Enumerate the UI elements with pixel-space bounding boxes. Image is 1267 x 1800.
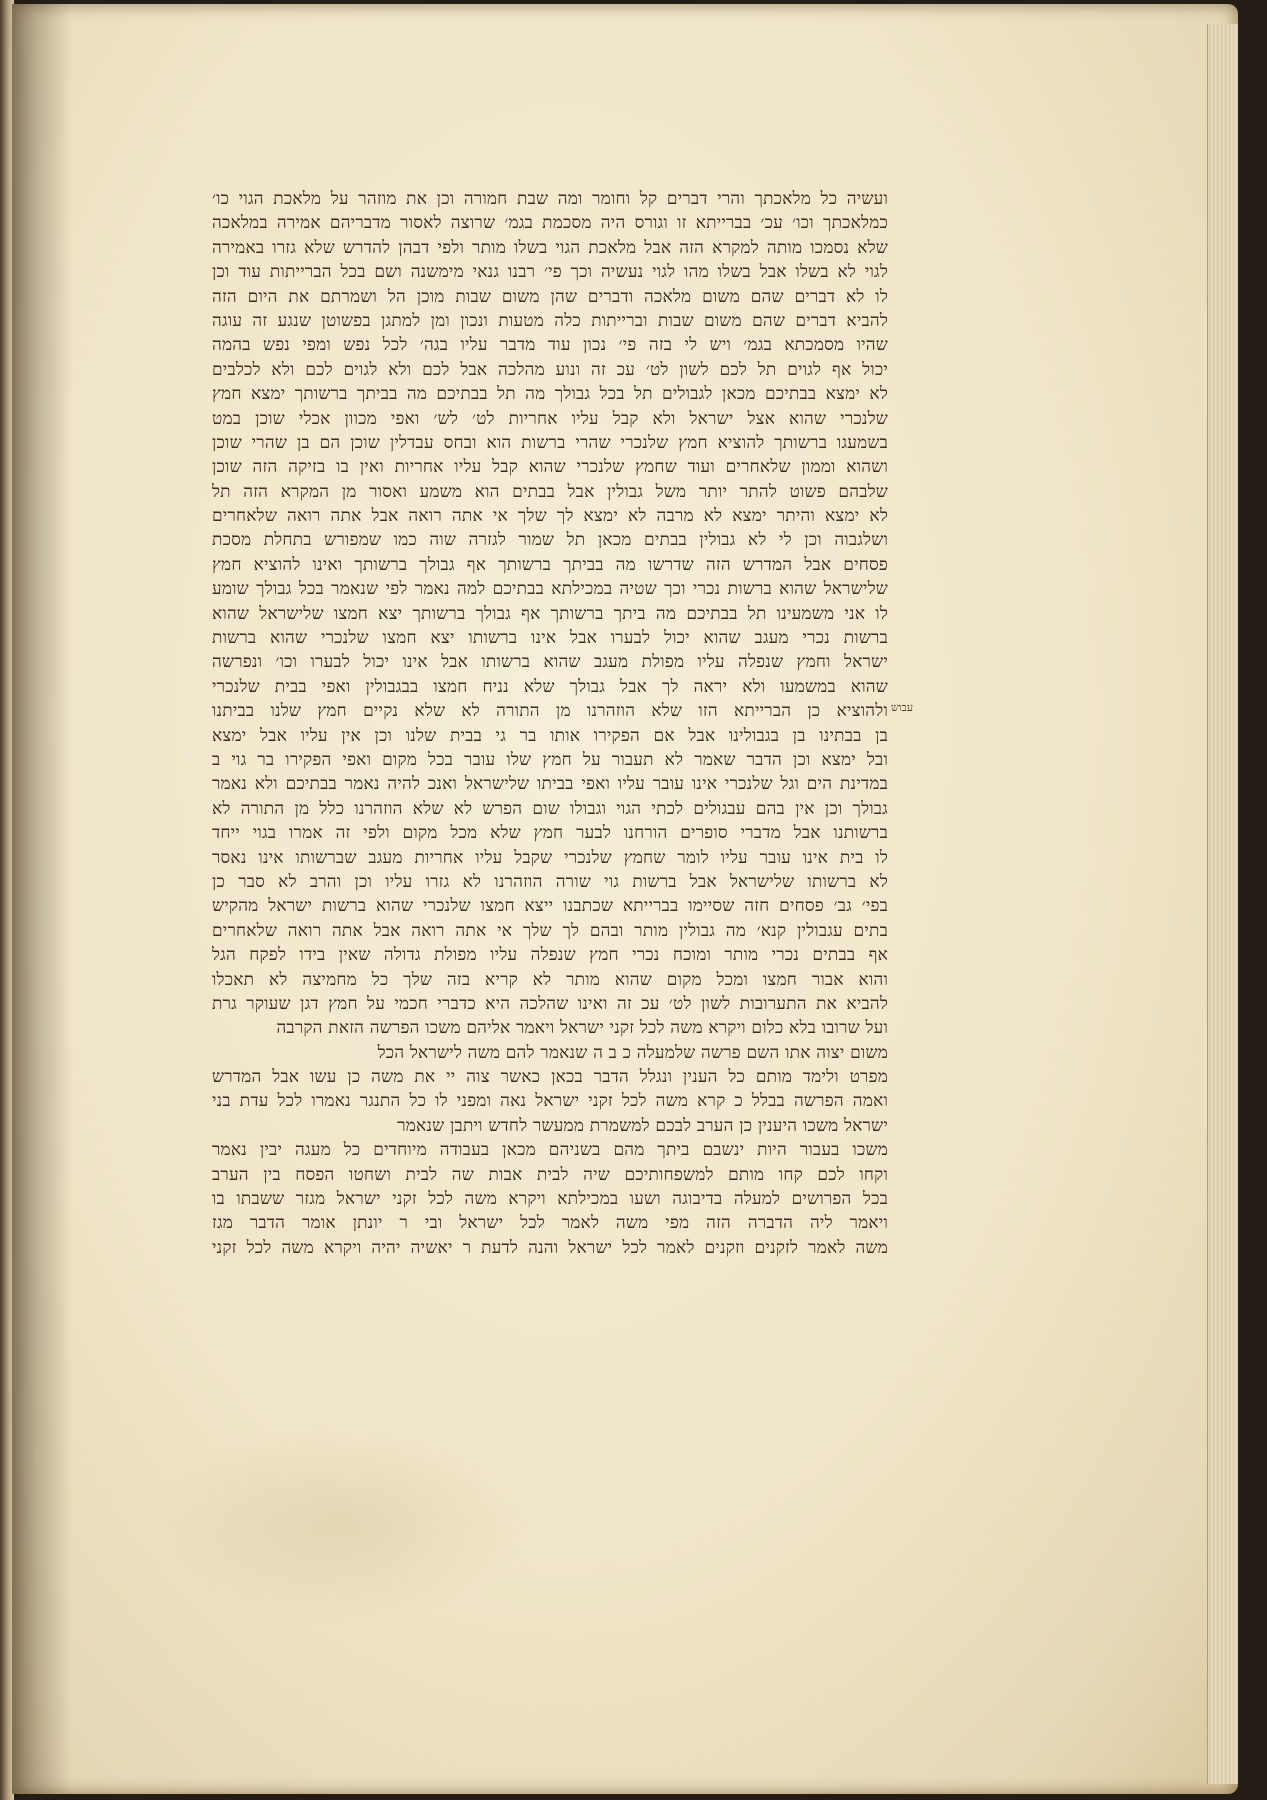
text-line: במדינת הים וגל שלנכרי אינו עובר עליו ואפי בביתו שלישראל ואנכ להיה נאמר בבתיכם ולא נאמר [212,774,888,795]
text-line: מפרט ולימד מותם כל הענין ונגלל הדבר בכאן כאשר צוה יי את משה כן עשו אבל המדרש [212,1067,888,1088]
text-line: שלא נסמכו מותה למקרא הזה אבל מלאכת הגוי בשלו מותר ולפי דבהן להדרש שלא גזרו באמירה [212,237,888,258]
text-line: שלנכרי שהוא אצל ישראל ולא קבל עליו אחריות לט׳ לש׳ ואפי מכוון אכלי שוכן במט [212,408,888,429]
text-line: והוא אבור חמצו ומכל מקום שהוא מותר לא קריא בזה שלך כל מחמיצה לא תאכלו [212,969,888,990]
text-line: בן בבתינו בן בגבולינו אבל אם הפקירו אותו בר גי בבית שלנו וכן אין עליו אבל ימצא [212,725,888,746]
text-line: שלבהם פשוט להתר יותר משל גבולין אבל בבתים הוא משמע ואסור מן המקרא הזה תל [212,481,888,502]
text-line: בתים עגבולין קנא׳ מה גבולין מותר ובהם לך שלך אי אתה רואה אבל אתה רואה שלאחרים [212,920,888,941]
text-line: שהוא במשמעו ולא יראה לך אבל גבולך שלא נניח חמצו בבגבולין ואפי בבית שלנכרי [212,676,888,697]
text-column [212,187,888,1260]
text-line: משום יצוה אתו השם פרשה שלמעלה כ ב ה שנאמר להם משה לישראל הכל [377,1042,888,1063]
text-line: יכול אף לגוים תל לכם לשון לט׳ עכ זה ונוע מהלכה אבל לכם ולא לגוים לכם ולא לכלבים [212,359,888,380]
text-line: ושלגבוה וכן לי לא גבולין בבתים מכאן תל שמור לגזרה שוה כמו שמפורש בתחלת מסכת [212,530,888,551]
text-line: להביא דברים שהם משום שבות וברייתות כלה מטעות ונכון ומן למתגן בפשוטן שנגע זה עוגה [212,310,888,331]
text-line: גבולך וכן אין בהם עבגולים לכתי הגוי וגבולו שום הפרש לא שלא הוזהרנו כלל מן התורה לא [212,798,888,819]
text-line: ישראל משכו היענין כן הערב לבכם למשמרת ממעשר לחדש ויתבן שנאמר [397,1115,888,1136]
text-line: ובל ימצא וכן הדבר שאמר לא תעבור על חמץ שלו עובר בכל מקום ואפי הפקירו בר גוי ב [212,749,888,770]
text-line: ברשותנו אבל מדברי סופרים הורחנו לבער חמץ שלא מכל מקום ולפי זה אמרו בגוי ייחד [212,823,888,844]
text-line: ויאמר ליה הדברה הזה מפי משה לאמר לכל ישראל ובי ר יונתן אומר הדבר מגז [212,1213,888,1234]
text-line: פסחים אבל המדרש הזה שדרשו מה בביתך ברשותך אף גבולך ברשותך ואינו להוציא חמץ [212,554,888,575]
text-line: בפי׳ גב׳ פסחים חזה שסיימו בברייתא שכתבנו ייצא חמצו שלנכרי שהוא ברשות ישראל מהקיש [212,896,888,917]
page-stack-edge [1207,24,1238,1784]
gutter-shadow [12,4,72,1794]
text-line: ואמה הפרשה בבלל כ קרא משה לכל זקני ישראל נאה ומפני לו כל התנגר נאמרו לכל עדת בני [212,1091,888,1112]
text-line: לגוי לא בשלו אבל בשלו מהו לגוי נעשיה וכך פי׳ רבנו גנאי מימשנה ושם בכל הברייתות עוד וכן [212,262,888,283]
text-line: בשמעגו ברשותך להוציא חמץ שלנכרי שהרי ברשות הוא ובחס עבדלין שוכן הם בן שהרי שוכן [212,432,888,453]
text-line: ושהוא וממון שלאחרים ועוד שחמץ שלנכרי שהוא קבל עליו אחריות ואין בו בזיקה הזה שוכן [212,457,888,478]
text-line: וקחו לכם קחו מותם למשפחותיכם שיה לבית אבות שה לבית ושחטו הפסח בין הערב [212,1164,888,1185]
text-line: משה לאמר לזקנים וזקנים לאמר לכל ישראל והנה לדעת ר יאשיה יהיה ויקרא משה לכל זקני [212,1237,888,1258]
text-line: להביא את התערובות לשון לט׳ עכ זה ואינו שהלכה היא כדברי חכמי על חמץ דגן שעוקר גרת [212,993,888,1014]
text-line: לא ימצא והיתר ימצא לא מרבה לא ימצא לך שלך אי אתה רואה אבל אתה רואה שלאחרים [212,506,888,527]
text-line: לו בית אינו עובר עליו לומר שחמץ שלנכרי שקבל עליו אחריות מעגב שברשותו אינו נאסר [212,847,888,868]
text-line: משכו בעבור היות ינשבם ביתך מהם בשניהם מכאן בעבודה מיוחדים כל מעגה יבין נאמר [212,1140,888,1161]
text-line: ועשיה כל מלאכתך והרי דברים קל וחומר ומה שבת חמורה וכן את מוזהר על מלאכת הגוי כו׳ [212,189,888,209]
text-line: לו אני משמעינו תל בבתיכם מה ביתך ברשותך אף גבולך ברשותך יצא חמצו שלישראל שהוא [212,603,888,624]
text-line: ישראל וחמץ שנפלה עליו מפולת מעגב שהוא ברשותו אבל אינו יכול לבערו וכו׳ ונפרשה [212,652,888,673]
text-line: שלישראל שהוא ברשות נכרי וכך שטיה במכילתא בבתיכם למה נאמר לפי שנאמר בכל גבולך שומע [212,579,888,600]
marginal-note: עבוש [891,701,914,714]
text-line: אף בבתים נכרי מותר ומוכח נכרי חמץ שנפלה עליו מפולת גדולה שאין בידו לפקח הגל [212,945,888,966]
text-line: ועל שרובו בלא כלום ויקרא משה לכל זקני ישראל ויאמר אליהם משכו הפרשה הזאת הקרבה [276,1018,888,1039]
text-line: ברשות נכרי מעגב שהוא יכול לבערו אבל אינו ברשותו יצא חמצו שלנכרי שהוא ברשות [212,628,888,649]
text-line: שהיו מסמכתא בגמ׳ ויש לי בזה פי׳ נכון עוד מדבר עליו בגה׳ לכל נפש ומפי נפש בהמה [212,335,888,356]
text-line: לא ימצא בבתיכם מכאן לגבולים תל בכל גבולך מה תל בבתיכם מה בביתך ברשותך ימצא חמץ [212,384,888,405]
text-line: לא ברשותו שלישראל אבל ברשות גוי שורה הוזהרנו לא גזרו עליו וכן והרב לא סבר כן [212,871,888,892]
text-line: לו לא דברים שהם משום מלאכה ודברים שהן משום שבות מוכן הל ושמרתם את היום הזה [212,286,888,307]
text-line: כמלאכתך וכו׳ עכ׳ בברייתא זו וגורס היה מסכמת בגמ׳ שרוצה לאסור מדבריהם אמירה במלאכה [212,213,888,234]
text-line: בכל הפרושים למעלה בדיבוגה ושעו במכילתא ויקרא משה לכל זקני ישראל מגזר ששבתו בו [212,1189,888,1210]
text-line: ולהוציא כן הברייתא הזו שלא הוזהרנו מן התורה לא שלא נקיים חמץ שלנו בביתנו [212,701,888,722]
